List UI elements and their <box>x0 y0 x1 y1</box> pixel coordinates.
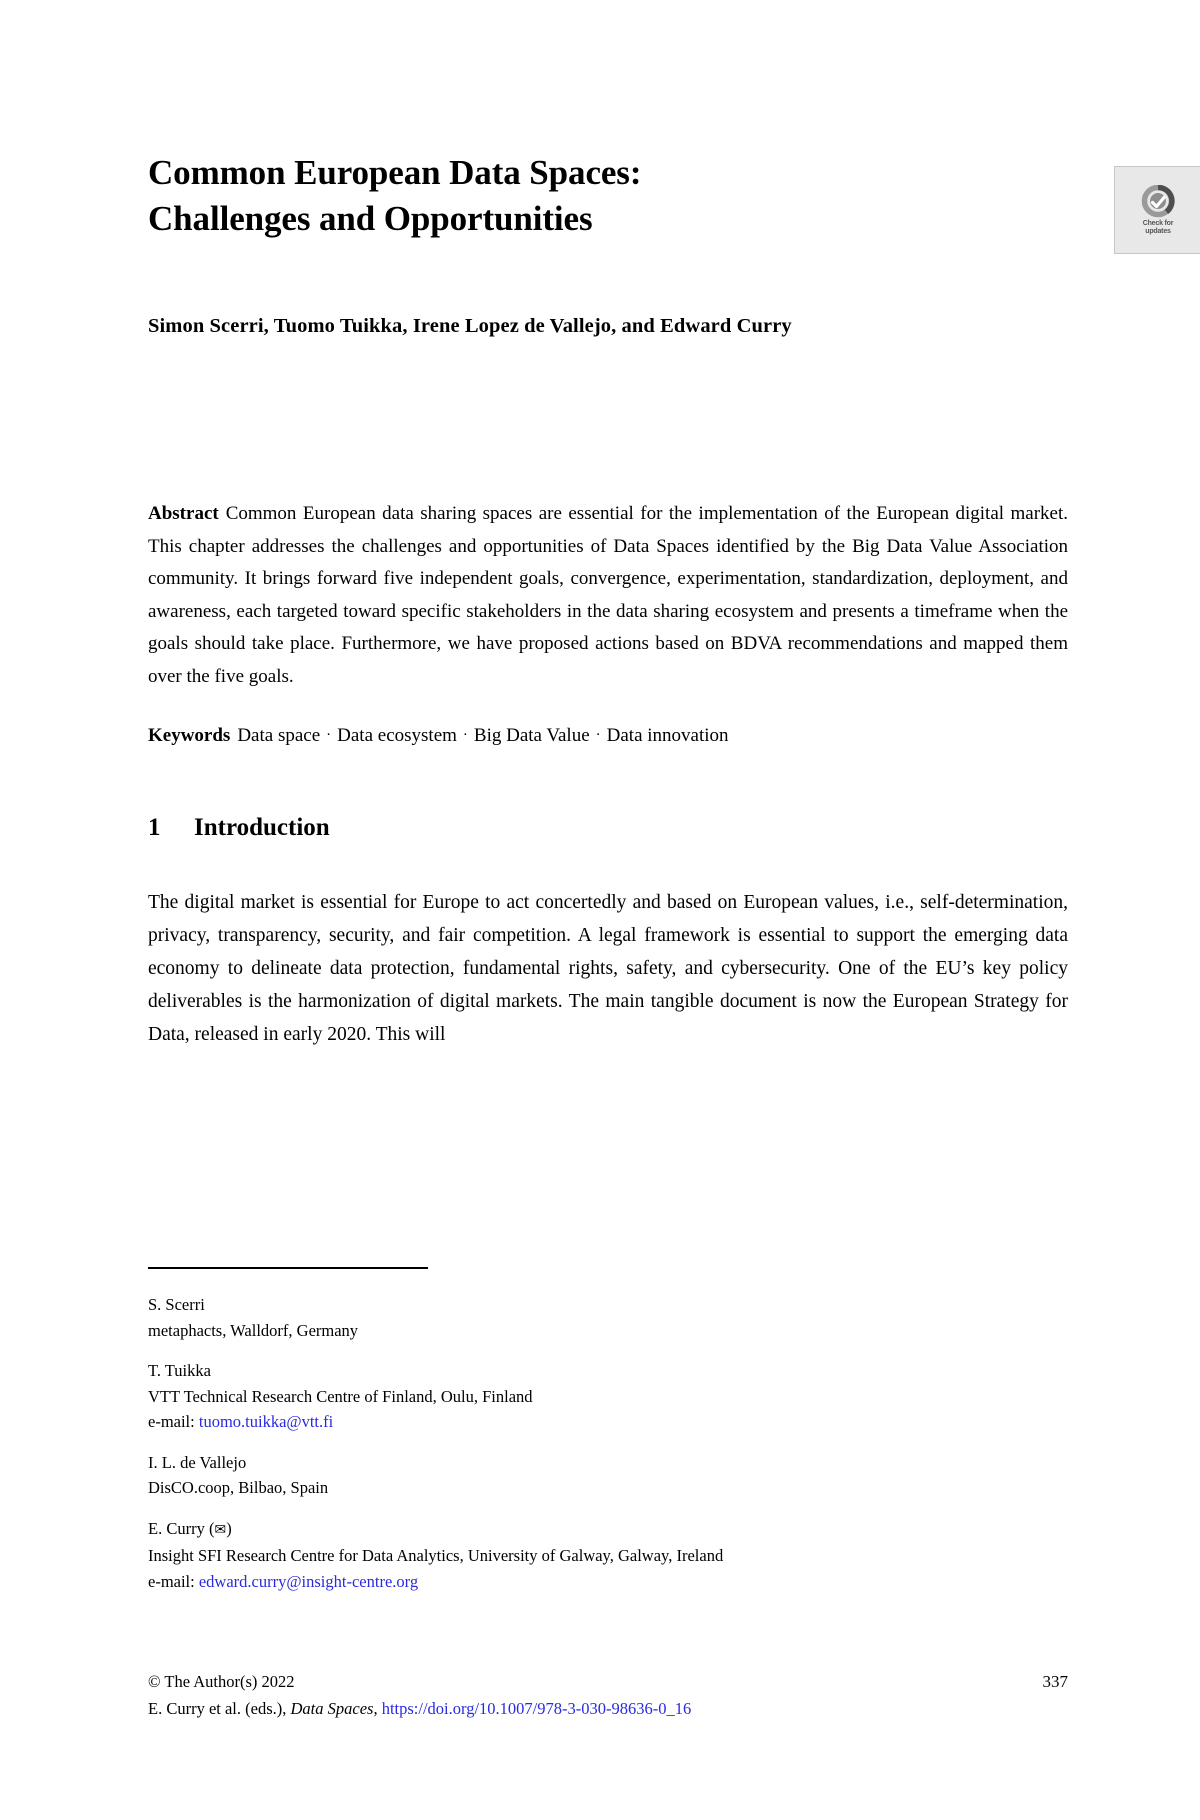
keywords-line <box>148 720 1068 754</box>
check-for-updates-caption <box>1143 220 1174 236</box>
affiliation-institution: Insight SFI Research Centre for Data Analytics, University of Galway, Galway, Ireland <box>148 1546 724 1565</box>
citation-editors: E. Curry et al. (eds.), <box>148 1699 291 1718</box>
footnote-affiliations <box>148 1292 1068 1594</box>
keywords-label: Keywords <box>148 725 231 746</box>
section-title: Introduction <box>194 813 330 841</box>
corresponding-author-suffix: ) <box>226 1518 232 1538</box>
page-footer <box>148 1668 1068 1722</box>
email-label: e-mail: <box>148 1412 199 1431</box>
footnote-rule <box>148 1267 428 1269</box>
badge-caption-line-1: Check for <box>1142 219 1174 227</box>
section-number: 1 <box>148 813 161 841</box>
page-content <box>148 0 1068 1051</box>
keyword-separator: · <box>462 727 468 743</box>
keyword-item-2: Data ecosystem <box>337 725 457 746</box>
corresponding-author-name: E. Curry ( <box>148 1518 215 1538</box>
keyword-item-3: Big Data Value <box>473 725 590 746</box>
badge-caption-line-2: updates <box>1145 227 1171 235</box>
affiliation-author: S. Scerri <box>148 1295 205 1314</box>
title-block <box>148 0 1068 241</box>
keyword-item-4: Data innovation <box>606 725 729 746</box>
affiliation-institution: DisCO.coop, Bilbao, Spain <box>148 1478 329 1497</box>
footer-citation-row <box>148 1695 1068 1722</box>
affiliation-block <box>148 1358 1068 1435</box>
author-list: Simon Scerri, Tuomo Tuikka, Irene Lopez de Vallejo, and Edward Curry <box>148 315 792 337</box>
keyword-item-1: Data space <box>237 725 321 746</box>
citation-book-title: Data Spaces <box>290 1699 374 1718</box>
email-link[interactable]: tuomo.tuikka@vtt.fi <box>198 1412 334 1431</box>
affiliation-block <box>148 1450 1068 1501</box>
keyword-separator: · <box>595 727 601 743</box>
keyword-separator: · <box>326 727 332 743</box>
title-line-2: Challenges and Opportunities <box>148 198 593 238</box>
title-line-1: Common European Data Spaces: <box>148 153 642 192</box>
abstract-paragraph <box>148 498 1068 693</box>
doi-link[interactable]: https://doi.org/10.1007/978-3-030-98636-0_16 <box>381 1699 692 1718</box>
check-for-updates-icon[interactable] <box>1114 166 1200 254</box>
citation-comma: , <box>373 1699 382 1718</box>
footer-copyright-row <box>148 1668 1068 1695</box>
envelope-icon: ✉ <box>214 1521 227 1538</box>
email-label: e-mail: <box>148 1571 199 1591</box>
section-heading <box>148 814 1068 842</box>
affiliation-institution: VTT Technical Research Centre of Finland, Oulu, Finland <box>148 1386 533 1406</box>
abstract-label: Abstract <box>148 503 219 524</box>
affiliation-email-line <box>148 1409 1068 1435</box>
affiliation-email-line <box>148 1569 1068 1595</box>
copyright-text: © The Author(s) 2022 <box>148 1672 295 1691</box>
affiliation-author: T. Tuikka <box>148 1361 211 1380</box>
affiliation-block <box>148 1292 1068 1343</box>
affiliation-institution: metaphacts, Walldorf, Germany <box>148 1320 359 1340</box>
affiliation-author: I. L. de Vallejo <box>148 1452 247 1472</box>
abstract-text: Common European data sharing spaces are essential for the implementation of the European digital market. This chapter addresses the challenges and opportunities of Data Spaces identified by the Big Data Value Association community. It brings forward five independent goals, convergence, experimentation, standardization, deployment, and awareness, each targeted toward specific stakeholders in the data sharing ecosystem and presents a timeframe when the goals should take place. Furthermore, we have proposed actions based on BDVA recommendations and mapped them over the five goals. <box>148 503 1068 687</box>
affiliation-author <box>148 1516 1068 1544</box>
section-paragraph: The digital market is essential for Europe to act concertedly and based on European values, i.e., self-determination, privacy, transparency, security, and fair competition. A legal framework is essential to support the emerging data economy to delineate data protection, fundamental rights, safety, and cybersecurity. One of the EU’s key policy deliverables is the harmonization of digital markets. The main tangible document is now the European Strategy for Data, released in early 2020. This will <box>148 891 1068 1045</box>
affiliation-block <box>148 1516 1068 1595</box>
email-link[interactable]: edward.curry@insight-centre.org <box>198 1571 419 1591</box>
page-title <box>148 150 908 241</box>
page-number: 337 <box>1042 1672 1068 1691</box>
